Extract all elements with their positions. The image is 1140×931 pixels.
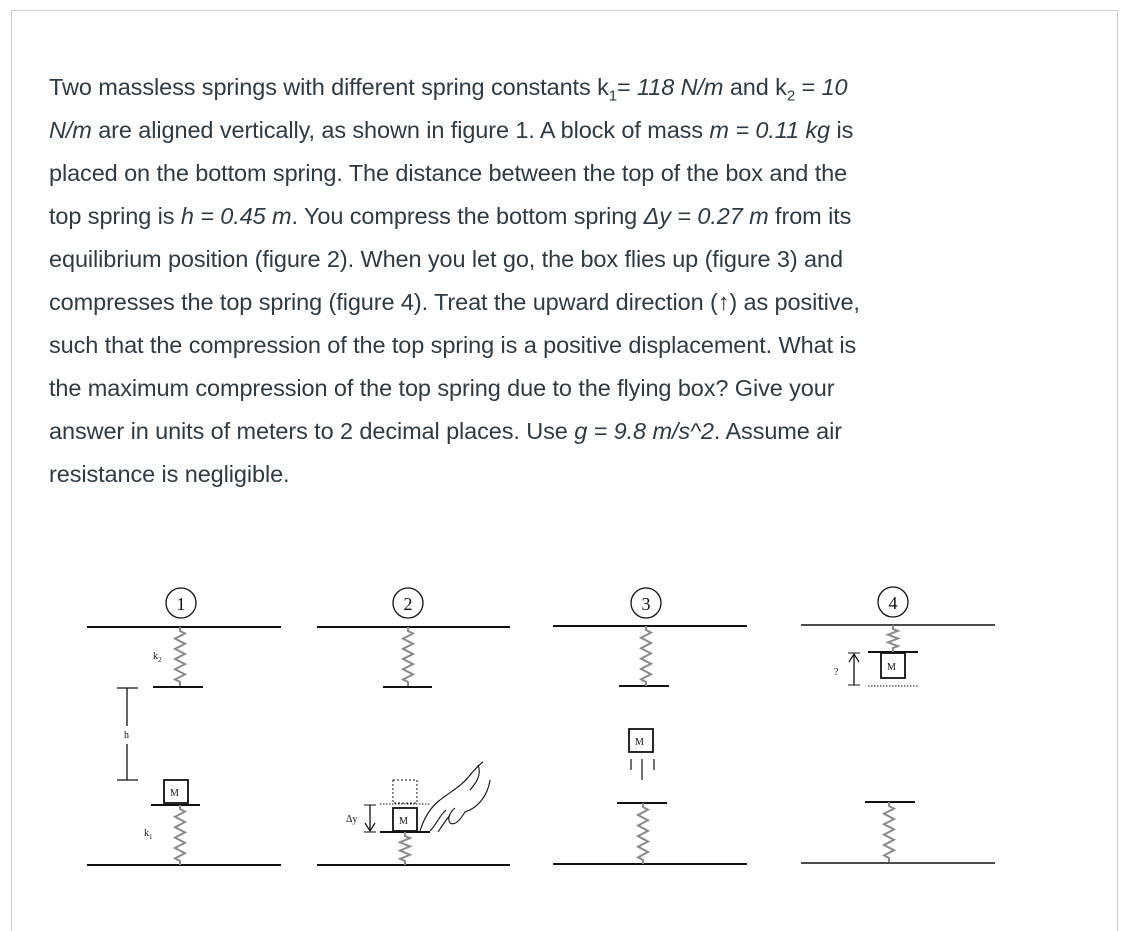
figure-number: 4 bbox=[888, 593, 898, 613]
k1-label: $k_1$ bbox=[144, 828, 153, 841]
question-segment: = bbox=[616, 74, 638, 100]
mass-label: M bbox=[399, 816, 408, 827]
question-segment: . You compress the bottom spring bbox=[291, 203, 644, 229]
question-segment: 10 bbox=[821, 74, 848, 100]
question-segment: = bbox=[795, 74, 822, 100]
question-segment: are aligned vertically, as shown in figure 1. A block of mass bbox=[91, 117, 710, 143]
question-segment: compresses the top spring (figure 4). Treat the upward direction (↑) as positive, bbox=[49, 289, 860, 315]
question-segment: resistance is negligible. bbox=[49, 461, 290, 487]
spring-coil bbox=[884, 802, 894, 862]
question-segment: m = 0.11 kg bbox=[709, 117, 831, 143]
question-segment: N/m bbox=[49, 117, 92, 143]
springs bbox=[175, 625, 898, 865]
question-segment: g = 9.8 m/s^2 bbox=[574, 418, 714, 444]
question-segment: Δy = 0.27 m bbox=[643, 203, 769, 229]
question-segment: top spring is bbox=[49, 203, 181, 229]
question-segment: Two massless springs with different spring constants k bbox=[49, 74, 609, 100]
question-segment: and k bbox=[723, 74, 787, 100]
question-segment: the maximum compression of the top spring due to the flying box? Give your bbox=[49, 375, 835, 401]
question-segment: 1 bbox=[608, 87, 617, 105]
question-segment: . Assume air bbox=[713, 418, 843, 444]
figure-3 bbox=[553, 588, 747, 864]
spring-coil bbox=[175, 805, 185, 865]
question-segment: answer in units of meters to 2 decimal places. Use bbox=[49, 418, 575, 444]
question-segment: 118 N/m bbox=[637, 74, 724, 100]
question-segment: equilibrium position (figure 2). When you let go, the box flies up (figure 3) and bbox=[49, 246, 843, 272]
question-segment: from its bbox=[768, 203, 852, 229]
original-position-box bbox=[393, 780, 417, 803]
spring-coil bbox=[400, 832, 410, 865]
dy-label: Δy bbox=[346, 814, 358, 825]
hand-illustration bbox=[420, 762, 490, 832]
figure-number: 2 bbox=[403, 594, 413, 614]
k2-label: $k_2$ bbox=[153, 651, 162, 664]
question-segment: h = 0.45 m bbox=[180, 203, 292, 229]
figure-4 bbox=[801, 587, 995, 863]
spring-coil bbox=[403, 627, 413, 686]
mass-label: M bbox=[887, 662, 896, 673]
spring-coil bbox=[641, 626, 651, 686]
spring-coil bbox=[175, 627, 185, 686]
question-segment: such that the compression of the top spring is a positive displacement. What is bbox=[49, 332, 857, 358]
spring-coil bbox=[638, 803, 648, 864]
question-segment: placed on the bottom spring. The distance between the top of the box and the bbox=[49, 160, 848, 186]
figure-number: 3 bbox=[641, 594, 651, 614]
figure-number: 1 bbox=[176, 594, 186, 614]
spring-coil bbox=[888, 625, 898, 652]
question-segment: is bbox=[830, 117, 854, 143]
h-label: h bbox=[124, 730, 129, 741]
question-segment: 2 bbox=[786, 87, 796, 105]
unknown-label: ? bbox=[834, 667, 839, 678]
mass-label: M bbox=[170, 788, 179, 799]
mass-label: M bbox=[635, 737, 644, 748]
